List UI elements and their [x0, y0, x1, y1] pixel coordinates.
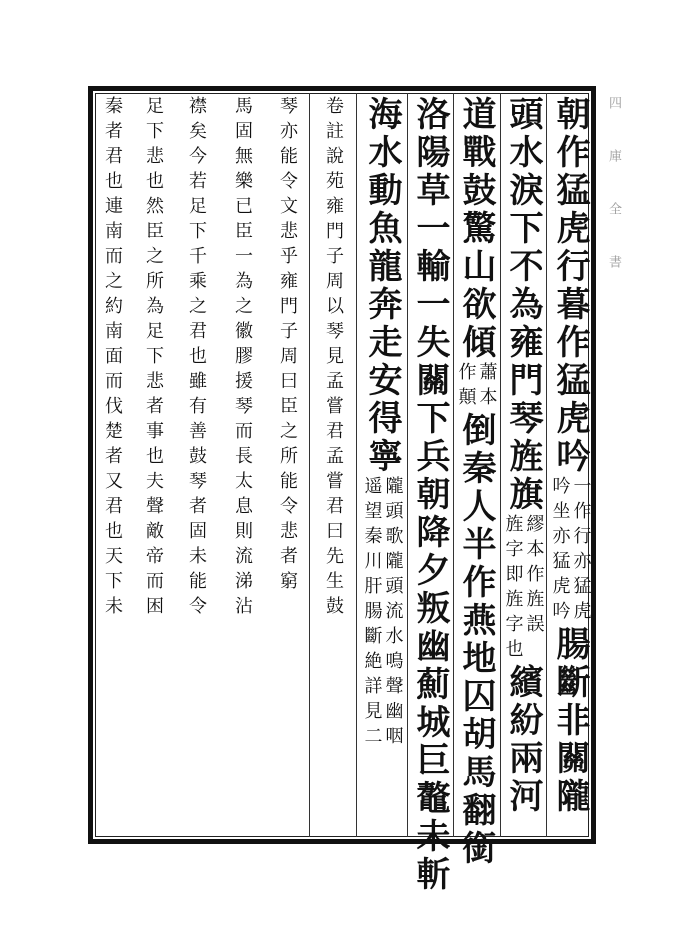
main-text: 道戰鼓驚山欲傾 — [456, 96, 496, 362]
annotation-note — [363, 476, 402, 751]
main-text: 繽紛兩河 — [503, 664, 543, 816]
commentary-text: 琴亦能令文悲乎雍門子周曰臣之所能令悲者窮 — [277, 96, 298, 596]
text-column — [220, 96, 264, 832]
main-text: 洛陽草一輸一失關下兵朝降夕叛幽薊城巨鼇未斬 — [410, 96, 450, 894]
commentary-text: 卷註說苑雍門子周以琴見孟嘗君孟嘗君曰先生鼓 — [323, 96, 344, 621]
annotation-line-right: 一作行亦猛虎 — [570, 476, 592, 626]
annotation-line-left: 遥望秦川肝腸斷絶詳見二 — [361, 476, 383, 751]
text-column — [90, 96, 134, 832]
annotation-note — [457, 362, 496, 412]
annotation-line-right: 隴頭歌隴頭流水鳴聲幽咽 — [382, 476, 404, 751]
main-text: 朝作猛虎行暮作猛虎吟 — [550, 96, 590, 476]
annotation-line-right: 繆本作旌誤 — [523, 514, 545, 639]
text-column — [131, 96, 175, 832]
commentary-text: 秦者君也連南而之約南面而伐楚者又君也天下未 — [102, 96, 123, 621]
annotation-line-left: 旌字即旌字也 — [502, 514, 524, 664]
main-text: 頭水淚下不為雍門琴旌旗 — [503, 96, 543, 514]
annotation-line-left: 作顛 — [455, 362, 477, 412]
annotation-line-right: 蕭本 — [476, 362, 498, 412]
text-column — [454, 96, 498, 868]
annotation-line-left: 吟坐亦猛虎吟 — [549, 476, 571, 626]
text-column — [265, 96, 309, 832]
commentary-text: 襟矣今若足下千乘之君也雖有善鼓琴者固未能令 — [186, 96, 207, 621]
main-text: 倒秦人半作燕地囚胡馬翻銜 — [456, 412, 496, 868]
text-column — [174, 96, 218, 832]
text-column — [360, 96, 404, 832]
column-divider — [356, 93, 357, 837]
commentary-text: 足下悲也然臣之所為足下悲者事也夫聲敵帝而困 — [143, 96, 164, 621]
main-text: 海水動魚龍奔走安得寧 — [362, 96, 402, 476]
main-text: 腸斷非關隴 — [550, 626, 590, 816]
page-edge-label: 四庫全書 — [606, 96, 621, 308]
text-column — [501, 96, 545, 832]
text-column — [311, 96, 355, 832]
commentary-text: 馬固無樂已臣一為之徽膠援琴而長太息則流涕沾 — [232, 96, 253, 621]
column-divider — [546, 93, 547, 837]
text-column — [408, 96, 452, 894]
annotation-note — [551, 476, 590, 626]
column-divider — [309, 93, 310, 837]
annotation-note — [504, 514, 543, 664]
text-column — [548, 96, 592, 832]
